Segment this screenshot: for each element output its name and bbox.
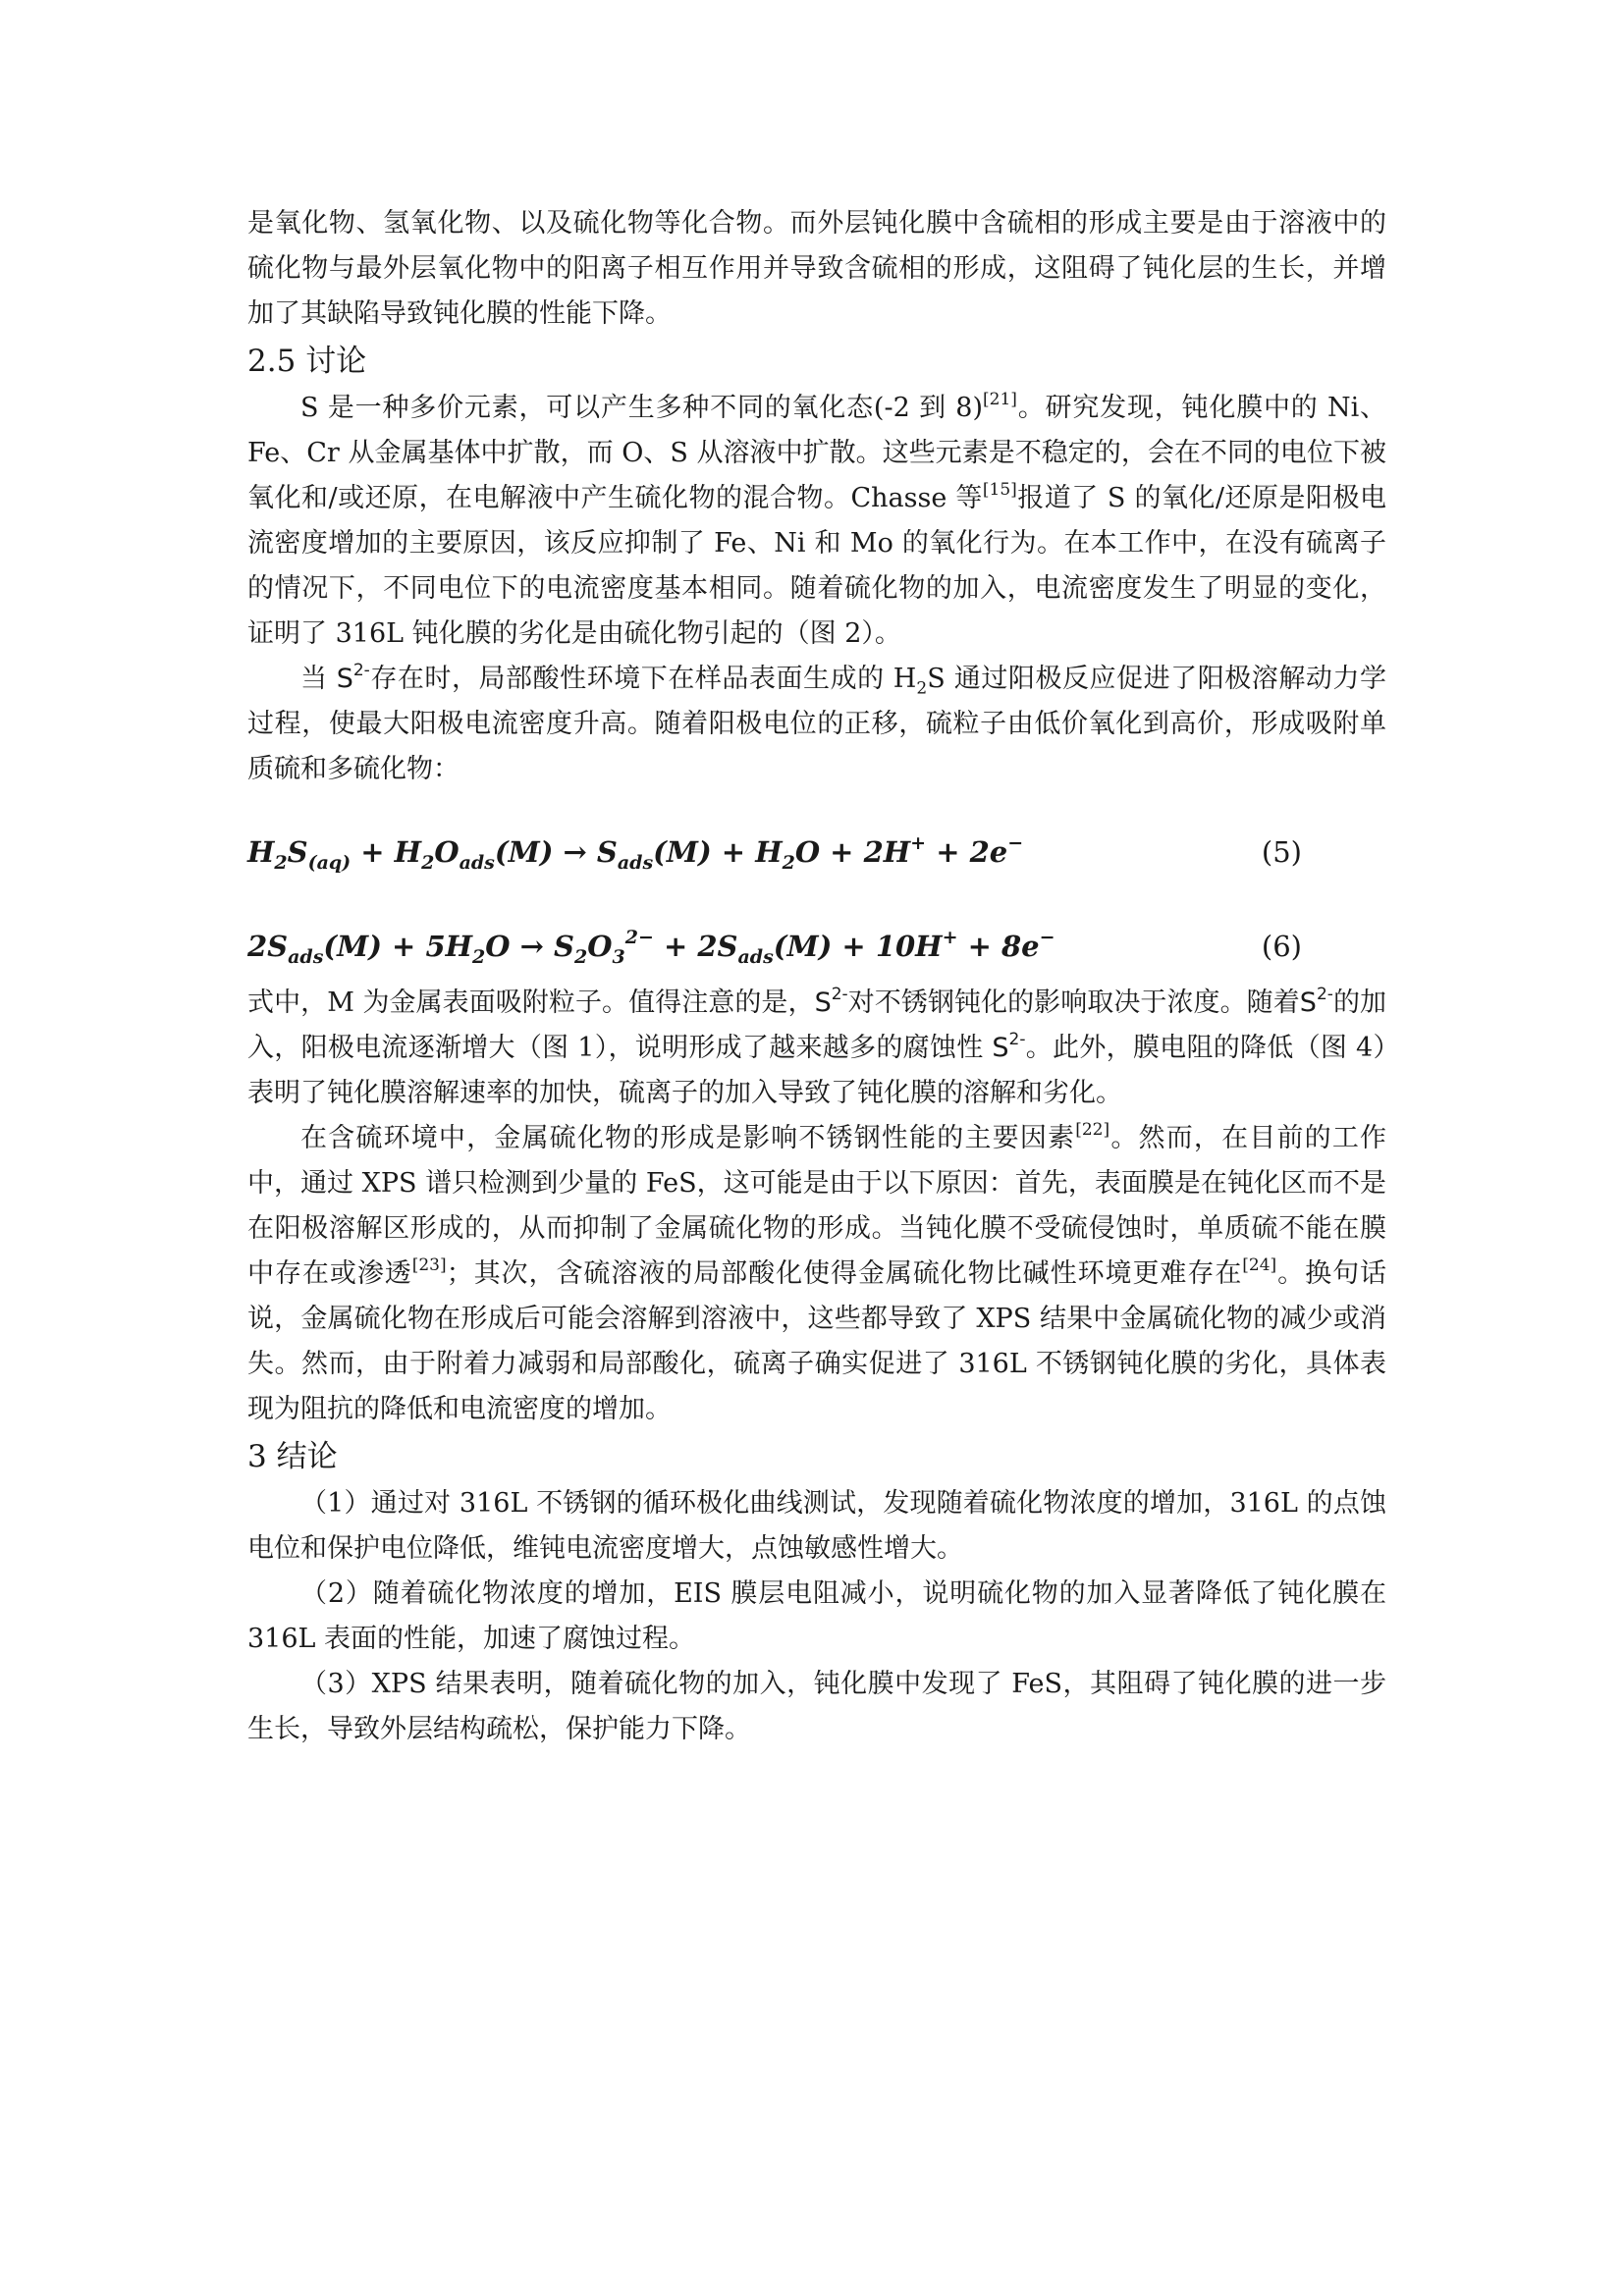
equation-number-5: (5): [1261, 835, 1302, 869]
sulfide-ion: $S^{2-}$: [336, 661, 370, 694]
section-heading-3: 3 结论: [247, 1439, 338, 1474]
paper-page: [247, 201, 1386, 1752]
citation-24: [24]: [1242, 1255, 1277, 1275]
citation-23: [23]: [411, 1255, 447, 1275]
section-heading-2-5: 2.5 讨论: [247, 344, 367, 379]
conclusion-item-2: （2）随着硫化物浓度的增加，EIS 膜层电阻减小，说明硫化物的加入显著降低了钝化膜在 316L 表面的性能，加速了腐蚀过程。: [247, 1578, 1386, 1654]
citation-22: [22]: [1075, 1120, 1110, 1140]
equation-number-6: (6): [1261, 930, 1302, 963]
paragraph-discussion-4: 在含硫环境中，金属硫化物的形成是影响不锈钢性能的主要因素[22]。然而，在目前的工作中，通过 XPS 谱只检测到少量的 FeS，这可能是由于以下原因：首先，表面膜是在钝化区而不是在阳极溶解区形成的，从而抑制了金属硫化物的形成。当钝化膜不受硫侵蚀时，单质硫不能在膜中存在或渗透[23]；其次，含硫溶液的局部酸化使得金属硫化物比碱性环境更难存在[24]。换句话说，金属硫化物在形成后可能会溶解到溶液中，这些都导致了 XPS 结果中金属硫化物的减少或消失。然而，由于附着力减弱和局部酸化，硫离子确实促进了 316L 不锈钢钝化膜的劣化，具体表现为阻抗的降低和电流密度的增加。: [247, 1120, 1387, 1424]
equation-5: $H_2S_{(aq)} + H_2O_{ads}(M) \to S_{ads}(M) + H_2O + 2H^+ + 2e^-$ (5): [247, 832, 1302, 874]
conclusion-item-1: （1）通过对 316L 不锈钢的循环极化曲线测试，发现随着硫化物浓度的增加，316L 的点蚀电位和保护电位降低，维钝电流密度增大，点蚀敏感性增大。: [247, 1488, 1386, 1564]
sulfide-ion: $S^{2-}$: [992, 1030, 1026, 1063]
paragraph-continuation: 是氧化物、氢氧化物、以及硫化物等化合物。而外层钝化膜中含硫相的形成主要是由于溶液中的硫化物与最外层氧化物中的阳离子相互作用并导致含硫相的形成，这阻碍了钝化层的生长，并增加了其缺陷导致钝化膜的性能下降。: [247, 208, 1386, 329]
paragraph-discussion-3: 式中，M 为金属表面吸附粒子。值得注意的是，$S^{2-}$对不锈钢钝化的影响取决于浓度。随着$S^{2-}$的加入，阳极电流逐渐增大（图 1），说明形成了越来越多的腐蚀性 $S^{2-}$。此外，膜电阻的降低（图 4）表明了钝化膜溶解速率的加快，硫离子的加入导致了钝化膜的溶解和劣化。: [247, 985, 1387, 1108]
conclusion-item-3: （3）XPS 结果表明，随着硫化物的加入，钝化膜中发现了 FeS，其阻碍了钝化膜的进一步生长，导致外层结构疏松，保护能力下降。: [247, 1669, 1386, 1744]
citation-21: [21]: [983, 390, 1017, 409]
sulfide-ion: $S^{2-}$: [814, 985, 848, 1018]
paragraph-discussion-1: S 是一种多价元素，可以产生多种不同的氧化态(-2 到 8)[21]。研究发现，钝化膜中的 Ni、Fe、Cr 从金属基体中扩散，而 O、S 从溶液中扩散。这些元素是不稳定的，会在不同的电位下被氧化和/或还原，在电解液中产生硫化物的混合物。Chasse 等[15]报道了 S 的氧化/还原是阳极电流密度增加的主要原因，该反应抑制了 Fe、Ni 和 Mo 的氧化行为。在本工作中，在没有硫离子的情况下，不同电位下的电流密度基本相同。随着硫化物的加入，电流密度发生了明显的变化，证明了 316L 钝化膜的劣化是由硫化物引起的（图 2）。: [247, 390, 1387, 649]
equation-6: $2S_{ads}(M) + 5H_2O \to S_2O_3^{2-} + 2S_{ads}(M) + 10H^+ + 8e^-$ (6): [247, 927, 1302, 968]
citation-15: [15]: [982, 480, 1017, 500]
sulfide-ion: $S^{2-}$: [1299, 985, 1333, 1018]
paragraph-discussion-2: 当 $S^{2-}$存在时，局部酸性环境下在样品表面生成的 $H_2S$ 通过阳极反应促进了阳极溶解动力学过程，使最大阳极电流密度升高。随着阳极电位的正移，硫粒子由低价氧化到高价，形成吸附单质硫和多硫化物：: [247, 661, 1386, 784]
